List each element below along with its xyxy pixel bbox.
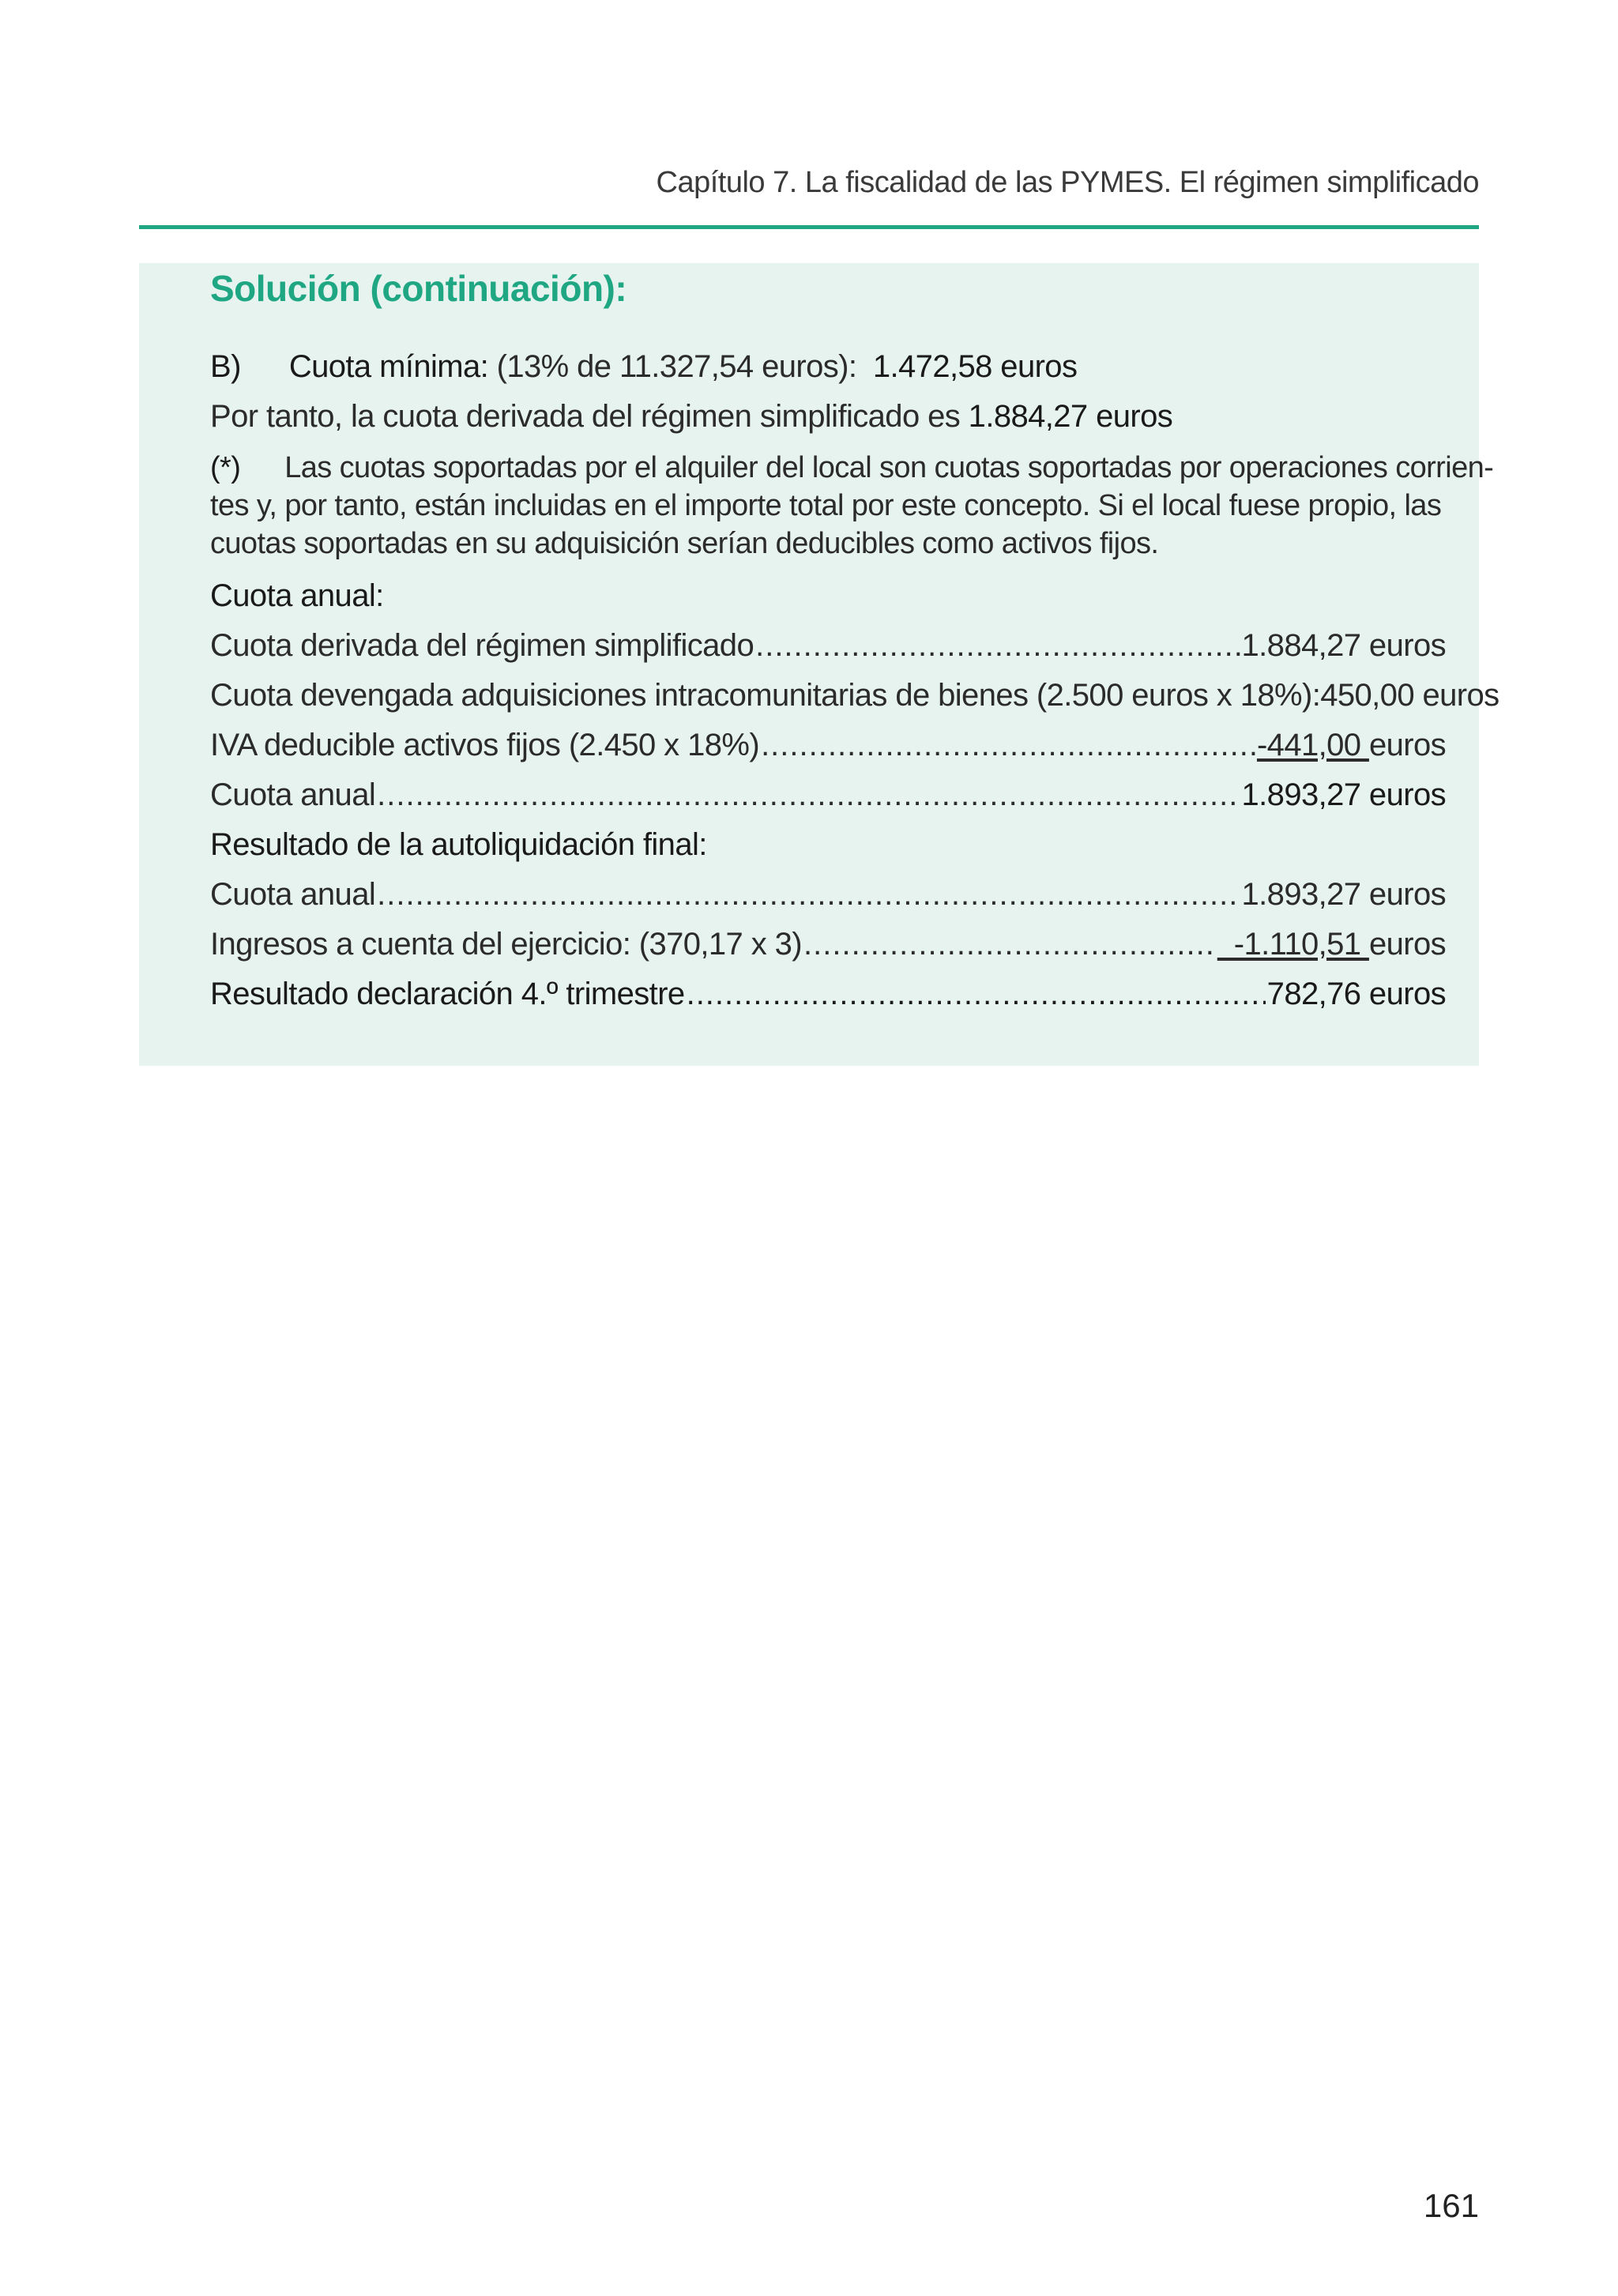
note-marker: (*) (210, 451, 241, 484)
header-divider (139, 225, 1479, 229)
annual-row-label: Cuota anual (210, 777, 376, 812)
item-b-line (210, 342, 1077, 392)
dot-leader (761, 721, 1255, 770)
final-row (210, 870, 1446, 920)
annual-row-value: 1.884,27 euros (1241, 628, 1446, 663)
note-line-1 (210, 449, 1493, 487)
dot-leader (755, 621, 1240, 671)
annual-row (210, 770, 1446, 820)
final-row-label: Cuota anual (210, 877, 376, 912)
dot-leader (377, 870, 1240, 920)
final-row-label: Ingresos a cuenta del ejercicio: (370,17 x 3) (210, 927, 802, 962)
final-row-value (1217, 920, 1446, 969)
final-section-title: Resultado de la autoliquidación final: (210, 827, 707, 862)
final-row (210, 969, 1446, 1019)
conclusion-text: Por tanto, la cuota derivada del régimen simplificado es (210, 399, 961, 434)
annual-row-value: 450,00 euros (1320, 678, 1499, 713)
dot-leader (803, 920, 1216, 969)
annual-section-title: Cuota anual: (210, 578, 384, 613)
annual-row-amount: -441,00 (1256, 728, 1369, 762)
solution-heading: Solución (continuación): (210, 268, 627, 309)
page-number: 161 (1423, 2187, 1479, 2224)
annual-row (210, 621, 1446, 671)
conclusion-line (210, 392, 1172, 442)
annual-row-value (1257, 721, 1446, 770)
annual-row-label: Cuota devengada adquisiciones intracomunitarias de bienes (2.500 euros x 18%): (210, 678, 1321, 713)
final-row-amount: -1.110,51 (1217, 927, 1369, 962)
item-b-detail: (13% de 11.327,54 euros): (496, 349, 857, 384)
final-row-label: Resultado declaración 4.º trimestre (210, 977, 685, 1011)
final-row-value: 782,76 euros (1266, 977, 1446, 1011)
note-line-3: cuotas soportadas en su adquisición serían deducibles como activos fijos. (210, 527, 1159, 560)
conclusion-value: 1.884,27 euros (968, 399, 1173, 434)
annual-row-value: 1.893,27 euros (1241, 777, 1446, 812)
annual-row (210, 671, 1499, 721)
dot-leader (377, 770, 1240, 820)
note-text-1: Las cuotas soportadas por el alquiler del local son cuotas soportadas por operaciones corrien- (284, 451, 1494, 484)
annual-row-unit: euros (1368, 728, 1446, 762)
dot-leader (687, 969, 1266, 1019)
final-row (210, 920, 1446, 969)
annual-row-label: IVA deducible activos fijos (2.450 x 18%) (210, 728, 760, 762)
final-row-unit: euros (1368, 927, 1446, 962)
annual-row (210, 721, 1446, 770)
annual-row-label: Cuota derivada del régimen simplificado (210, 628, 754, 663)
item-b-value: 1.472,58 euros (872, 349, 1078, 384)
item-b-label: Cuota mínima: (288, 349, 489, 384)
note-line-2: tes y, por tanto, están incluidas en el importe total por este concepto. Si el local fuese propio, las (210, 489, 1442, 522)
final-row-value: 1.893,27 euros (1241, 877, 1446, 912)
item-b-letter: B) (210, 349, 241, 384)
chapter-header: Capítulo 7. La fiscalidad de las PYMES. El régimen simplificado (656, 166, 1479, 199)
